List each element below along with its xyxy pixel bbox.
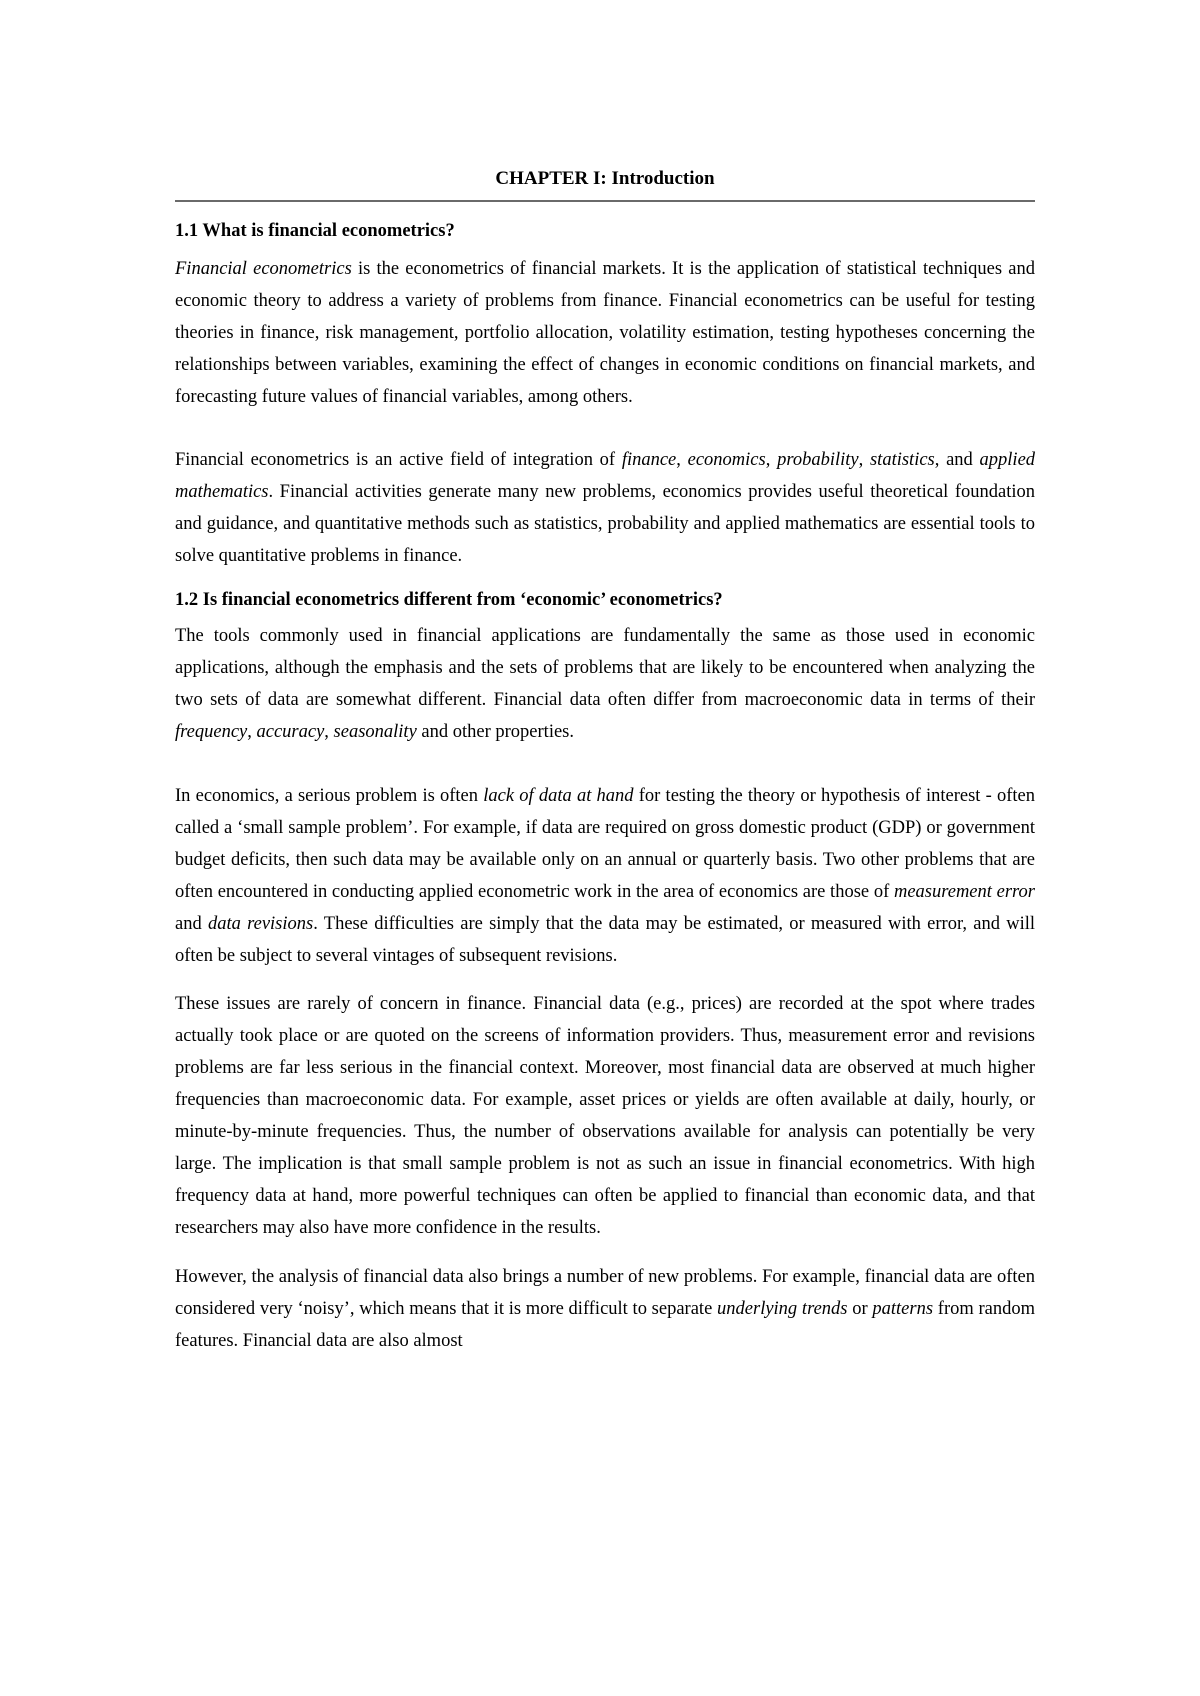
paragraph-1-text: is the econometrics of financial markets. It is the application of statistical techniques and economic theory to address a variety of problems from finance. Financial econometrics can be useful for testing theories in finance, risk management, portfolio allocation, volatility estimation, testing hypotheses concerning the relationships between variables, examining the effect of changes in economic conditions on financial markets, and forecasting future values of financial variables, among others. xyxy=(175,259,1035,407)
paragraph-6-italic-patterns: patterns xyxy=(872,1299,934,1319)
paragraph-4-text: In economics, a serious problem is often xyxy=(175,786,484,806)
paragraph-4-italic-data-revisions: data revisions xyxy=(207,914,314,934)
paragraph-6 xyxy=(175,1261,1035,1357)
paragraph-1 xyxy=(175,253,1035,413)
paragraph-3-text: The tools commonly used in financial applications are fundamentally the same as those used in economic applications, although the emphasis and the sets of problems that are likely to be encountered when analyzing the two sets of data are somewhat different. Financial data often differ from macroeconomic data in terms of their xyxy=(175,626,1035,710)
paragraph-3-text: , xyxy=(324,722,334,742)
paragraph-2-text: Financial econometrics is an active field of integration of xyxy=(175,450,622,470)
paragraph-6-text: or xyxy=(847,1299,873,1319)
paragraph-4-italic-measurement-error: measurement error xyxy=(893,882,1035,902)
paragraph-6-italic-underlying-trends: underlying trends xyxy=(717,1299,848,1319)
paragraph-4-italic-lack-of-data: lack of data at hand xyxy=(483,786,634,806)
paragraph-4 xyxy=(175,780,1035,972)
paragraph-6-text: from random features. Financial data are also almost xyxy=(175,1299,1036,1351)
paragraph-3-text: and other properties. xyxy=(416,722,574,742)
paragraph-2-italic-finance: finance xyxy=(621,450,677,470)
paragraph-2-text: . Financial activities generate many new problems, economics provides useful theoretical foundation and guidance, and quantitative methods such as statistics, probability and applied mathematics are essential tools to solve quantitative problems in finance. xyxy=(175,482,1035,566)
paragraph-3-text: , xyxy=(247,722,257,742)
title-divider xyxy=(175,200,1035,202)
paragraph-2-italic-probability: probability xyxy=(777,450,859,470)
paragraph-5-text: These issues are rarely of concern in finance. Financial data (e.g., prices) are recorded at the spot where trades actually took place or are quoted on the screens of information providers. Thus, measurement error and revisions problems are far less serious in the financial context. Moreover, most financial data are observed at much higher frequencies than macroeconomic data. For example, asset prices or yields are often available at daily, hourly, or minute-by-minute frequencies. Thus, the number of observations available for analysis can potentially be very large. The implication is that small sample problem is not as such an issue in financial econometrics. With high frequency data at hand, more powerful techniques can often be applied to financial than economic data, and that researchers may also have more confidence in the results. xyxy=(175,994,1035,1238)
paragraph-2-text: , xyxy=(765,450,778,470)
paragraph-2-italic-statistics: statistics xyxy=(869,450,935,470)
paragraph-2-italic-economics: economics xyxy=(687,450,766,470)
paragraph-6-text: However, the analysis of financial data also brings a number of new problems. For example, financial data are often considered very ‘noisy’, which means that it is more difficult to separate xyxy=(175,1267,1035,1319)
paragraph-3-italic-seasonality: seasonality xyxy=(333,722,417,742)
chapter-title: CHAPTER I: Introduction xyxy=(495,168,715,189)
paragraph-3 xyxy=(175,620,1035,748)
paragraph-2-text: , xyxy=(676,450,688,470)
paragraph-3-italic-accuracy: accuracy xyxy=(256,722,325,742)
document-page xyxy=(175,168,1035,1357)
paragraph-2-italic-applied-mathematics: applied mathematics xyxy=(175,450,1036,502)
paragraph-3-italic-frequency: frequency xyxy=(175,722,248,742)
paragraph-1-italic-term: Financial econometrics xyxy=(175,259,352,279)
paragraph-4-text: . These difficulties are simply that the data may be estimated, or measured with error, and will often be subject to several vintages of subsequent revisions. xyxy=(175,914,1035,966)
paragraph-4-text: for testing the theory or hypothesis of interest - often called a ‘small sample problem’. For example, if data are required on gross domestic product (GDP) or government budget deficits, then such data may be available only on an annual or quarterly basis. Two other problems that are often encountered in conducting applied econometric work in the area of economics are those of xyxy=(175,786,1035,902)
paragraph-5 xyxy=(175,988,1035,1244)
paragraph-2-text: , xyxy=(858,450,870,470)
paragraph-2-text: , and xyxy=(934,450,980,470)
paragraph-4-text: and xyxy=(175,914,208,934)
paragraph-2 xyxy=(175,444,1035,572)
section-heading-1-1: 1.1 What is financial econometrics? xyxy=(175,221,455,241)
section-heading-1-2: 1.2 Is financial econometrics different from ‘economic’ econometrics? xyxy=(175,590,723,610)
